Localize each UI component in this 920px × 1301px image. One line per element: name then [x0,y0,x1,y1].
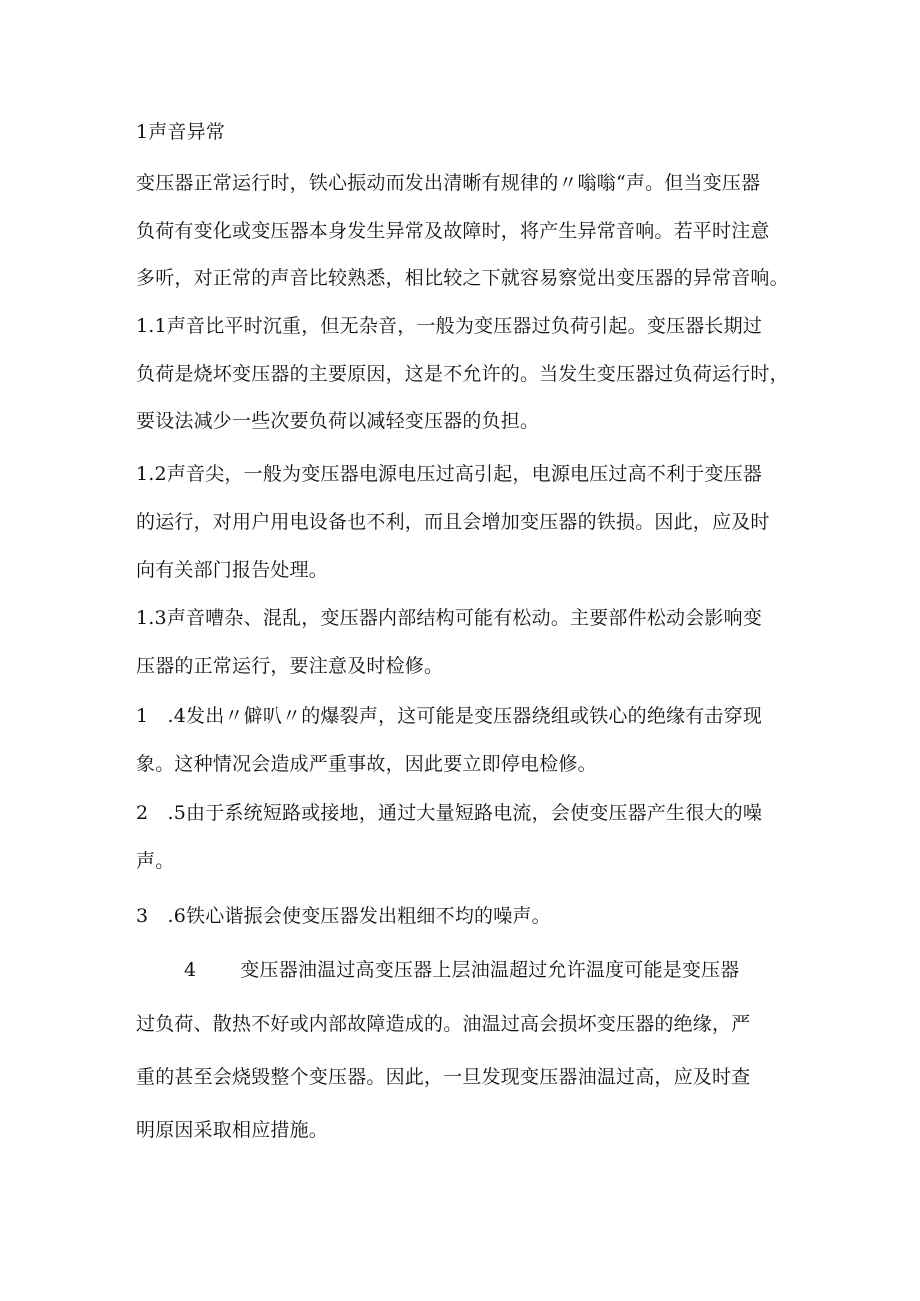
subsection-1-4-line-1: 1 .4发出〃僻叭〃的爆裂声，这可能是变压器绕组或铁心的绝缘有击穿现 [136,705,763,727]
subsection-1-1-line-3: 要设法减少一些次要负荷以减轻变压器的负担。 [136,410,540,432]
subsection-1-5-line-2: 声。 [136,850,175,872]
subsection-1-2-line-3: 向有关部门报告处理。 [136,559,329,581]
section-4-number: 4 [184,959,197,981]
subsection-1-1-line-2: 负荷是烧坏变压器的主要原因，这是不允许的。当发生变压器过负荷运行时， [136,363,789,385]
subsection-1-5-line-1: 2 .5由于系统短路或接地，通过大量短路电流，会使变压器产生很大的噪 [136,802,763,824]
intro-line-3: 多听，对正常的声音比较熟悉，相比较之下就容易察觉出变压器的异常音响。 [136,267,789,289]
subsection-1-4-line-2: 象。这种情况会造成严重事故，因此要立即停电检修。 [136,753,597,775]
section-4-line-4: 明原因采取相应措施。 [136,1119,329,1141]
subsection-1-1-line-1: 1.1声音比平时沉重，但无杂音，一般为变压器过负荷引起。变压器长期过 [136,315,763,337]
intro-line-1: 变压器正常运行时，铁心振动而发出清晰有规律的〃嗡嗡“声。但当变压器 [136,172,761,194]
section-4-first-line [184,958,740,982]
subsection-1-3-line-1: 1.3声音嘈杂、混乱，变压器内部结构可能有松动。主要部件松动会影响变 [136,607,763,629]
subsection-1-2-line-2: 的运行，对用户用电设备也不利，而且会增加变压器的铁损。因此，应及时 [136,511,770,533]
section-4-first-text: 变压器油温过高变压器上层油温超过允许温度可能是变压器 [240,959,740,981]
section-heading: 1声音异常 [136,121,226,143]
subsection-1-2-line-1: 1.2声音尖，一般为变压器电源电压过高引起，电源电压过高不利于变压器 [136,463,763,485]
section-4-line-3: 重的甚至会烧毁整个变压器。因此，一旦发现变压器油温过高，应及时查 [136,1066,751,1088]
intro-line-2: 负荷有变化或变压器本身发生异常及故障时，将产生异常音响。若平时注意 [136,220,770,242]
subsection-1-3-line-2: 压器的正常运行，要注意及时检修。 [136,655,444,677]
section-4-line-2: 过负荷、散热不好或内部故障造成的。油温过高会损坏变压器的绝缘，严 [136,1013,751,1035]
subsection-1-6-line-1: 3 .6铁心谐振会使变压器发出粗细不均的噪声。 [136,905,551,927]
